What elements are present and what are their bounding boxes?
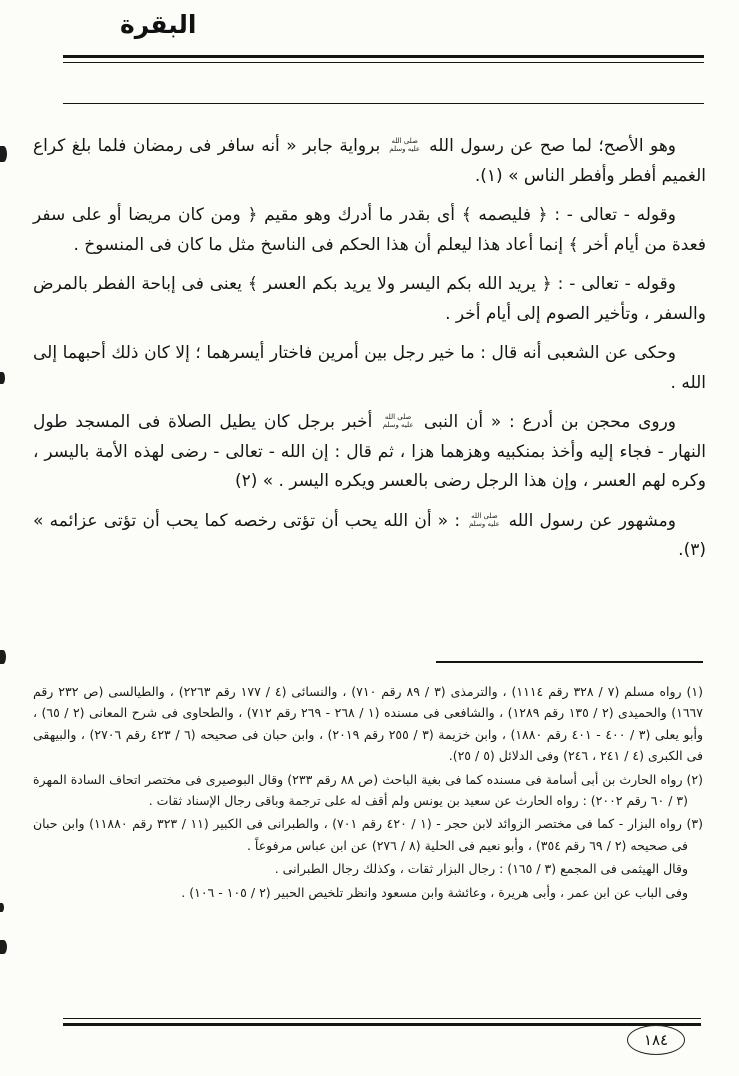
footer-rule-thick <box>63 1023 701 1026</box>
footnote-3-line-2: وقال الهيثمى فى المجمع (٣ / ١٦٥) : رجال البزار ثقات ، وكذلك رجال الطبرانى . <box>274 861 688 877</box>
scan-mark <box>0 146 7 162</box>
scan-mark <box>0 650 6 664</box>
footer-rule-thin <box>63 1018 701 1019</box>
paragraph-1-text-post: برواية جابر « أنه سافر فى رمضان فلما بلغ كراع الغميم أفطر وأفطر الناس » (١). <box>33 136 706 186</box>
paragraph-1 <box>33 132 706 191</box>
scan-mark <box>0 903 4 912</box>
footnote-3-line-3: وفى الباب عن ابن عمر ، وأبى هريرة ، وعائشة وابن مسعود وانظر تلخيص الحبير (٢ / ١٠٥ - ١٠٦) . <box>181 884 688 900</box>
header-rule-thick <box>63 55 704 58</box>
paragraph-1-text-pre: وهو الأصح؛ لما صح عن رسول الله <box>422 136 676 156</box>
page-number: ١٨٤ <box>643 1031 669 1049</box>
paragraph-6 <box>33 507 706 566</box>
footnote-3-line-1: (٣) رواه البزار - كما فى مختصر الزوائد لابن حجر - (١ / ٤٢٠ رقم ٧٠١) ، والطبرانى فى الكبير (١١ / ٣٢٣ رقم ١١٨٨٠) وابن حبان فى صحيحه (٢ / ٦٩ رقم ٣٥٤) ، وأبو نعيم فى الحلية (٨ / ٢٧٦) عن ابن عباس مرفوعاً . <box>33 816 703 853</box>
paragraph-4: وحكى عن الشعبى أنه قال : ما خير رجل بين أمرين فاختار أيسرهما ؛ إلا كان ذلك أحبهما إلى الله . <box>33 343 706 393</box>
pbuh-calligraphy-icon: صلى الله عليه وسلم <box>469 511 500 528</box>
header-rule-thin <box>63 62 704 63</box>
scan-mark <box>0 372 5 384</box>
main-text-block <box>33 132 706 576</box>
paragraph-5 <box>33 408 706 497</box>
paragraph-5-text-pre: وروى محجن بن أدرع : « أن النبى <box>416 412 676 432</box>
paragraph-3: وقوله - تعالى - : ﴿ يريد الله بكم اليسر ولا يريد بكم العسر ﴾ يعنى فى إباحة الفطر بالمرض والسفر ، وتأخير الصوم إلى أيام أخر . <box>33 274 706 324</box>
pbuh-calligraphy-icon: صلى الله عليه وسلم <box>389 137 421 153</box>
paragraph-2: وقوله - تعالى - : ﴿ فليصمه ﴾ أى بقدر ما أدرك وهو مقيم ﴿ ومن كان مريضا أو على سفر فعدة من أيام أخر ﴾ إنما أعاد هذا ليعلم أن هذا الحكم فى الناسخ مثل ما كان فى المنسوخ . <box>33 205 706 255</box>
paragraph-6-text-post: : « أن الله يحب أن تؤتى رخصه كما يحب أن تؤتى عزائمه » (٣). <box>33 510 706 560</box>
footnote-1: (١) رواه مسلم (٧ / ٣٢٨ رقم ١١١٤) ، والترمذى (٣ / ٨٩ رقم ٧١٠) ، والنسائى (٤ / ١٧٧ رقم ٢٢٦٣) ، والطيالسى (ص ٢٣٢ رقم ١٦٦٧) والحميدى (٢ / ١٣٥ رقم ١٢٨٩) ، والشافعى فى مسنده (١ / ٢٦٨ - ٢٦٩ رقم ٧١٢) ، والطحاوى فى شرح المعانى (٢ / ٦٥) ، وأبو يعلى (٣ / ٤٠٠ - ٤٠١ رقم ١٨٨٠) ، وابن خزيمة (٣ / ٢٥٥ رقم ٢٠١٩) ، وابن حبان فى صحيحه (٦ / ٤٢٣ رقم ٢٧٠٦) ، والبيهقى فى الكبرى (٤ / ٢٤١ ، ٢٤٦) وفى الدلائل (٥ / ٢٥). <box>33 684 704 764</box>
footnote-separator-rule <box>436 661 703 663</box>
footnotes-block <box>33 681 703 905</box>
footnote-2: (٢) رواه الحارث بن أبى أسامة فى مسنده كما فى بغية الباحث (ص ٨٨ رقم ٢٣٣) وقال البوصيرى فى مختصر اتحاف السادة المهرة (٣ / ٦٠ رقم ٢٠٠٢) : رواه الحارث عن سعيد بن يونس ولم أقف له على ترجمة وباقى رجال الإسناد ثقات . <box>33 771 703 809</box>
page-number-badge <box>627 1025 685 1055</box>
header-rule-single <box>63 103 704 104</box>
scan-mark <box>0 940 7 954</box>
paragraph-5-text-post: أخبر برجل كان يطيل الصلاة فى المسجد طول النهار - فجاء إليه وأخذ بمنكبيه وهزهما هزا ، ثم قال : إن الله - تعالى - رضى لهذه الأمة باليسر ، وكره لهم العسر ، وإن هذا الرجل رضى بالعسر ويكره اليسر . » (٢) <box>33 412 706 491</box>
page-header-surah-title: البقرة <box>120 10 197 39</box>
pbuh-calligraphy-icon: صلى الله عليه وسلم <box>382 413 414 429</box>
paragraph-6-text-pre: ومشهور عن رسول الله <box>502 510 676 531</box>
